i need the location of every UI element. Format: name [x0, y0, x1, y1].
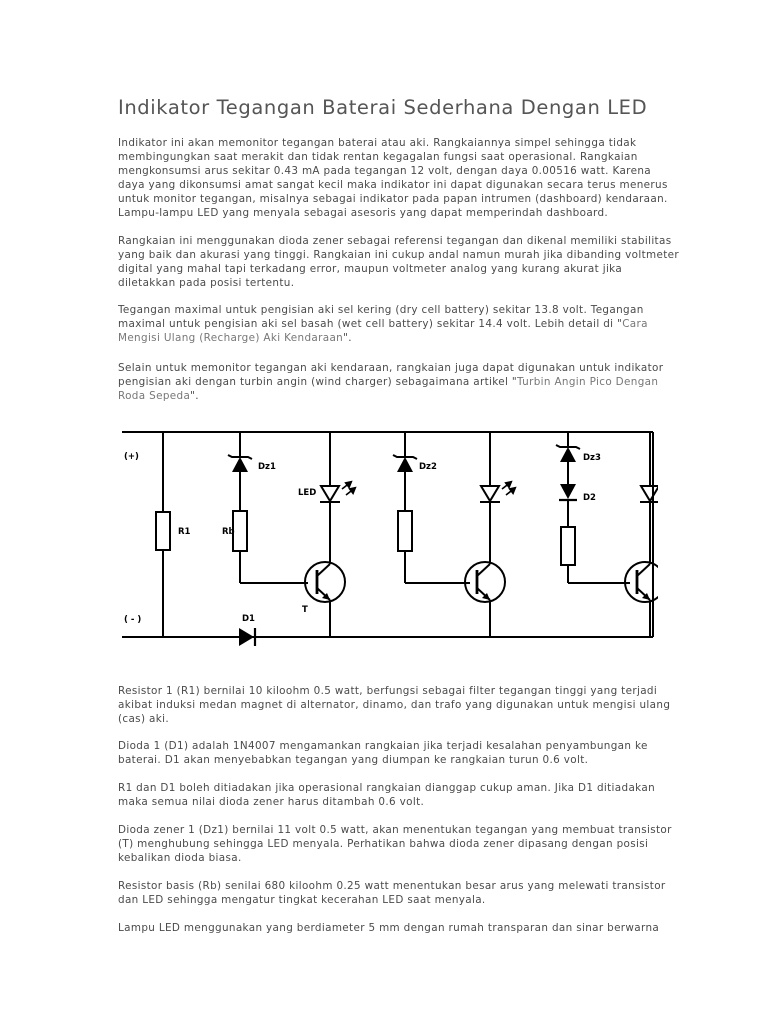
- text-line: baterai. D1 akan menyebabkan tegangan yang diumpan ke rangkaian turun 0.6 volt.: [118, 754, 589, 767]
- text-line: untuk monitor tegangan, misalnya sebagai indikator pada papan intrumen (dashboard) kendaraan.: [118, 193, 668, 206]
- circuit-diagram: [118, 422, 658, 658]
- paragraph-r1: [118, 684, 671, 726]
- led-2: [480, 482, 515, 502]
- label-led: LED: [298, 488, 317, 498]
- text-line: [118, 331, 663, 345]
- text-line: Lampu-lampu LED yang menyala sebagai asesoris yang dapat memperindah dashboard.: [118, 207, 609, 220]
- led-1: [320, 482, 355, 502]
- text-line: Resistor 1 (R1) bernilai 10 kiloohm 0.5 watt, berfungsi sebagai filter tegangan tinggi yang terjadi: [118, 685, 658, 697]
- label-dz1: Dz1: [258, 462, 276, 472]
- text-line: Rangkaian ini menggunakan dioda zener sebagai referensi tegangan dan dikenal memiliki stabilitas: [118, 235, 672, 247]
- text-line: digital yang mahal tapi terkadang error, maupun voltmeter analog yang kurang akurat jika: [118, 263, 623, 276]
- text-line: kebalikan dioda biasa.: [118, 852, 242, 865]
- text-line: Selain untuk memonitor tegangan aki kendaraan, rangkaian juga dapat digunakan untuk indikator: [118, 362, 664, 374]
- text-line: maka semua nilai dioda zener harus ditambah 0.6 volt.: [118, 796, 425, 809]
- link-turbin-angin-pico-cont[interactable]: Roda Sepeda: [118, 390, 191, 403]
- paragraph-max-voltage: [118, 303, 663, 345]
- resistor-rb3: [561, 527, 575, 565]
- zener-dz2: [393, 455, 417, 472]
- text-line: Dioda 1 (D1) adalah 1N4007 mengamankan rangkaian jika terjadi kesalahan penyambungan ke: [118, 740, 648, 752]
- transistor-t1: [305, 562, 345, 602]
- text-fragment: ".: [343, 332, 352, 345]
- text-line: R1 dan D1 boleh ditiadakan jika operasional rangkaian dianggap cukup aman. Jika D1 ditiadakan: [118, 782, 656, 794]
- text-line: yang baik dan akurasi yang tinggi. Rangkaian ini cukup andal namun murah jika dibanding voltmeter: [118, 249, 680, 262]
- text-line: membingungkan saat merakit dan tidak rentan kegagalan fungsi saat operasional. Rangkaian: [118, 151, 638, 164]
- text-fragment: maximal untuk pengisian aki sel basah (wet cell battery) sekitar 14.4 volt. Lebih detail di ": [118, 318, 623, 331]
- text-line: Dioda zener 1 (Dz1) bernilai 11 volt 0.5 watt, akan menentukan tegangan yang membuat transistor: [118, 824, 672, 836]
- resistor-rb2: [398, 511, 412, 551]
- label-d2: D2: [583, 493, 596, 503]
- resistor-rb: [233, 511, 247, 551]
- text-line: mengkonsumsi arus sekitar 0.43 mA pada tegangan 12 volt, dengan daya 0.00516 watt. Karena: [118, 165, 651, 178]
- paragraph-led: [118, 921, 663, 935]
- led-3: [640, 486, 658, 502]
- paragraph-zener-reference: [118, 234, 680, 290]
- text-line: Lampu LED menggunakan yang berdiameter 5 mm dengan rumah transparan dan sinar berwarna: [118, 922, 660, 934]
- zener-dz1: [228, 455, 252, 472]
- paragraph-wind-charger: [118, 361, 663, 403]
- diode-d2: [559, 484, 577, 500]
- text-line: dan LED sehingga mengatur tingkat kecerahan LED saat menyala.: [118, 894, 486, 907]
- text-line: Resistor basis (Rb) senilai 680 kiloohm 0.25 watt menentukan besar arus yang melewati transistor: [118, 880, 666, 892]
- paragraph-d1: [118, 739, 663, 767]
- text-line: [118, 389, 663, 403]
- label-positive: (+): [124, 452, 139, 462]
- paragraph-intro: [118, 136, 668, 221]
- text-line: akibat induksi medan magnet di alternator, dinamo, dan trafo yang digunakan untuk mengisi ulang: [118, 699, 671, 712]
- label-t: T: [302, 605, 308, 615]
- article-title: Indikator Tegangan Baterai Sederhana Dengan LED: [118, 96, 648, 119]
- text-line: (cas) aki.: [118, 713, 169, 726]
- paragraph-rb: [118, 879, 666, 907]
- transistor-t2: [465, 562, 505, 602]
- text-line: daya yang dikonsumsi amat sangat kecil maka indikator ini dapat digunakan secara terus menerus: [118, 179, 668, 192]
- link-turbin-angin-pico[interactable]: Turbin Angin Pico Dengan: [517, 376, 659, 389]
- paragraph-r1-d1-optional: [118, 781, 663, 809]
- resistor-r1: [156, 512, 170, 550]
- text-line: Tegangan maximal untuk pengisian aki sel kering (dry cell battery) sekitar 13.8 volt. Tegangan: [118, 304, 644, 316]
- label-dz2: Dz2: [419, 462, 437, 472]
- diode-d1: [239, 628, 255, 646]
- text-line: [118, 317, 663, 331]
- text-line: (T) menghubung sehingga LED menyala. Perhatikan bahwa dioda zener dipasang dengan posisi: [118, 838, 649, 851]
- label-d1: D1: [242, 614, 255, 624]
- text-fragment: pengisian aki dengan turbin angin (wind charger) sebagaimana artikel ": [118, 376, 518, 389]
- label-rb: Rb: [222, 527, 235, 537]
- text-line: [118, 375, 663, 389]
- label-dz3: Dz3: [583, 453, 601, 463]
- link-cara-mengisi-ulang-aki[interactable]: Cara: [622, 318, 648, 331]
- text-fragment: ".: [190, 390, 199, 403]
- text-line: Indikator ini akan memonitor tegangan baterai atau aki. Rangkaiannya simpel sehingga tidak: [118, 137, 637, 149]
- link-cara-mengisi-ulang-aki-cont[interactable]: Mengisi Ulang (Recharge) Aki Kendaraan: [118, 332, 344, 345]
- label-negative: ( - ): [124, 615, 142, 625]
- zener-dz3: [556, 445, 580, 462]
- text-line: diletakkan pada posisi tertentu.: [118, 277, 295, 290]
- label-r1: R1: [178, 527, 191, 537]
- paragraph-dz1: [118, 823, 672, 865]
